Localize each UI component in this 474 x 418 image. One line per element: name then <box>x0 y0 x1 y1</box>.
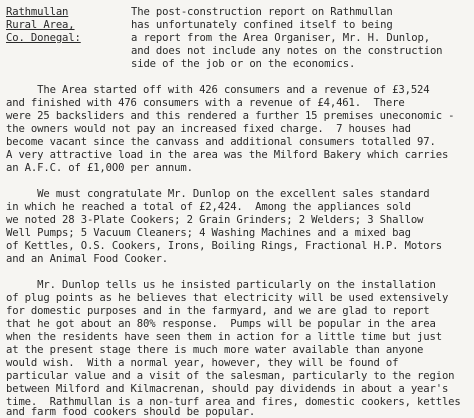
text-line: at the present stage there is much more water available than anyone <box>6 344 424 356</box>
text-line: The post-construction report on Rathmullan <box>131 6 393 18</box>
text-line: We must congratulate Mr. Dunlop on the excellent sales standard <box>6 188 430 200</box>
text-line: particular value and a visit of the salesman, particularly to the region <box>6 370 455 382</box>
text-line: A very attractive load in the area was the Milford Bakery which carries <box>6 149 449 161</box>
text-line: were 25 backsliders and this rendered a further 15 premises uneconomic - <box>6 110 455 122</box>
text-line: the owners would not pay an increased fixed charge. 7 houses had <box>6 123 411 135</box>
text-line: in which he reached a total of £2,424. Among the appliances sold <box>6 201 411 213</box>
text-line: for domestic purposes and in the farmyard, and we are glad to report <box>6 305 430 317</box>
text-line: has unfortunately confined itself to being <box>131 19 393 31</box>
text-line: when the residents have seen them in action for a little time but just <box>6 331 442 343</box>
text-line: a report from the Area Organiser, Mr. H. Dunlop, <box>131 32 430 44</box>
text-line: and farm food cookers should be popular. <box>6 406 256 418</box>
area-heading-line: Rathmullan <box>6 6 69 18</box>
text-line: and does not include any notes on the construction <box>131 45 443 57</box>
text-line: of plug points as he believes that electricity will be used extensively <box>6 292 449 304</box>
text-line: of Kettles, O.S. Cookers, Irons, Boiling Rings, Fractional H.P. Motors <box>6 240 442 252</box>
text-line: become vacant since the canvass and additional consumers totalled 97. <box>6 136 436 148</box>
text-line: Mr. Dunlop tells us he insisted particularly on the installation <box>6 279 436 291</box>
text-line: side of the job or on the economics. <box>131 58 356 70</box>
text-line: we noted 28 3-Plate Cookers; 2 Grain Grinders; 2 Welders; 3 Shallow <box>6 214 424 226</box>
area-heading-line: Rural Area, <box>6 19 75 31</box>
text-line: Well Pumps; 5 Vacuum Cleaners; 4 Washing Machines and a mixed bag <box>6 227 411 239</box>
text-line: an A.F.C. of £1,0O0 per annum. <box>6 162 193 174</box>
text-line: that he got about an 80% response. Pumps will be popular in the area <box>6 318 436 330</box>
text-line: and finished with 476 consumers with a revenue of £4,461. There <box>6 97 405 109</box>
area-heading-line: Co. Donegal: <box>6 32 81 44</box>
text-line: would wish. With a normal year, however, they will be found of <box>6 357 399 369</box>
text-line: The Area started off with 426 consumers and a revenue of £3,524 <box>6 84 430 96</box>
text-line: and an Animal Food Cooker. <box>6 253 168 265</box>
text-line: between Milford and Kilmacrenan, should pay dividends in about a year's <box>6 383 449 395</box>
text-line: time. Rathmullan is a non-turf area and fires, domestic cookers, kettles <box>6 396 461 408</box>
